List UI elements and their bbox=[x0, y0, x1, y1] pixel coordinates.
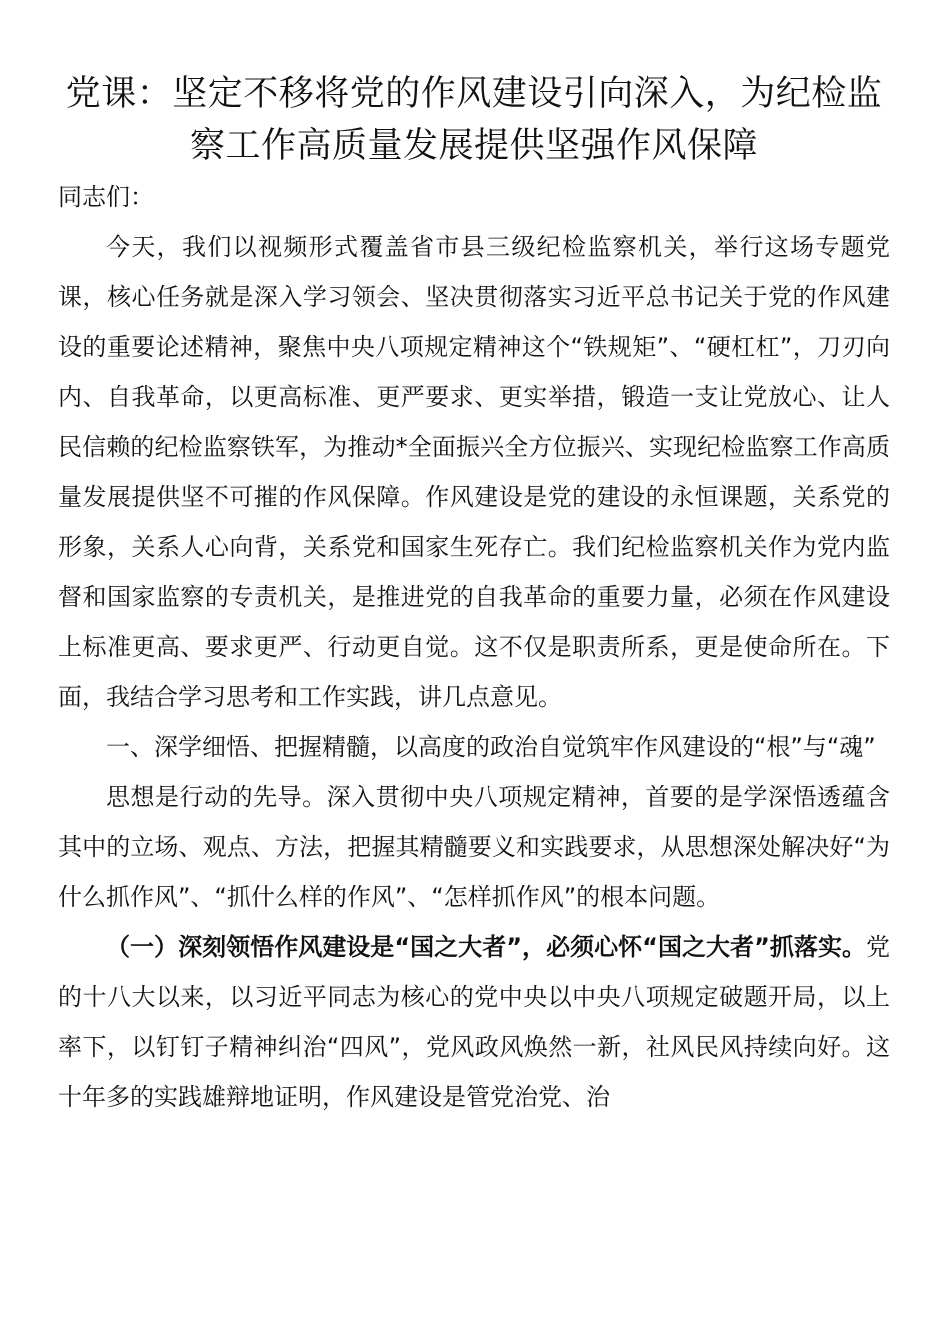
document-title: 党课：坚定不移将党的作风建设引向深入，为纪检监察工作高质量发展提供坚强作风保障 bbox=[65, 74, 883, 166]
section-1-heading: 一、深学细悟、把握精髓，以高度的政治自觉筑牢作风建设的“根”与“魂” bbox=[106, 733, 876, 761]
greeting: 同志们： bbox=[58, 183, 154, 211]
section-1-body: 思想是行动的先导。深入贯彻中央八项规定精神，首要的是学深悟透蕴含其中的立场、观点、方法，把握其精髓要义和实践要求，从思想深处解决好“为什么抓作风”、“抓什么样的作风”、“怎样抓作风”的根本问题。 bbox=[58, 783, 890, 911]
subsection-1-body: 党的十八大以来，以习近平同志为核心的党中央以中央八项规定破题开局，以上率下，以钉钉子精神纠治“四风”，党风政风焕然一新，社风民风持续向好。这十年多的实践雄辩地证明，作风建设是管党治党、治 bbox=[58, 933, 890, 1111]
intro-paragraph: 今天，我们以视频形式覆盖省市县三级纪检监察机关，举行这场专题党课，核心任务就是深入学习领会、坚决贯彻落实习近平总书记关于党的作风建设的重要论述精神，聚焦中央八项规定精神这个“铁规矩”、“硬杠杠”，刀刃向内、自我革命，以更高标准、更严要求、更实举措，锻造一支让党放心、让人民信赖的纪检监察铁军，为推动*全面振兴全方位振兴、实现纪检监察工作高质量发展提供坚不可摧的作风保障。作风建设是党的建设的永恒课题，关系党的形象，关系人心向背，关系党和国家生死存亡。我们纪检监察机关作为党内监督和国家监察的专责机关，是推进党的自我革命的重要力量，必须在作风建设上标准更高、要求更严、行动更自觉。这不仅是职责所系，更是使命所在。下面，我结合学习思考和工作实践，讲几点意见。 bbox=[58, 233, 890, 711]
subsection-1-paragraph bbox=[58, 922, 890, 1122]
subsection-1-lead: （一）深刻领悟作风建设是“国之大者”，必须心怀“国之大者”抓落实。 bbox=[106, 933, 866, 961]
document-page bbox=[58, 68, 890, 1122]
